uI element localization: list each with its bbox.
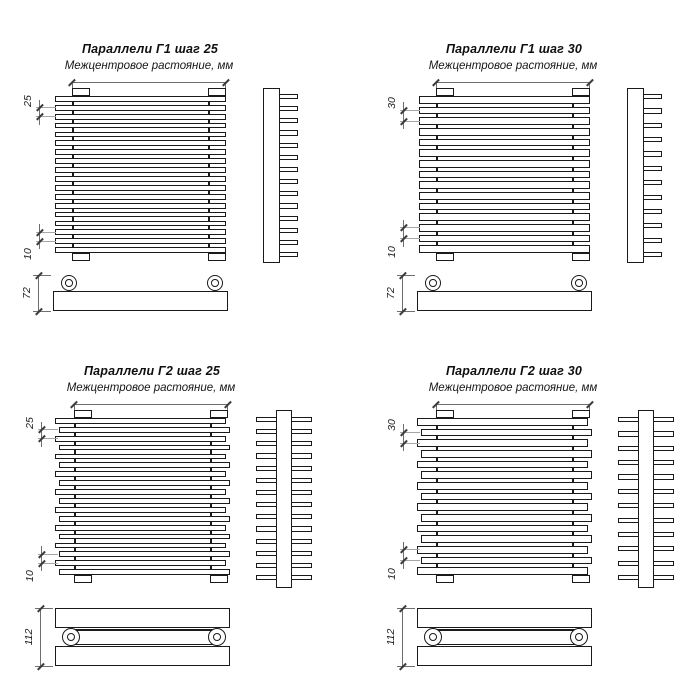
radiator-bar [59, 462, 230, 468]
radiator-bar [421, 493, 592, 501]
side-tooth-right [291, 526, 312, 531]
side-tooth [278, 167, 298, 172]
bottom-bar-back [417, 646, 592, 666]
side-tooth-left [256, 453, 277, 458]
side-tooth-left [618, 460, 639, 465]
side-tooth-left [618, 518, 639, 523]
side-tooth [278, 155, 298, 160]
quadrant-title: Параллели Г2 шаг 30 [445, 364, 583, 378]
radiator-bar [55, 454, 226, 460]
mount-tab [572, 575, 590, 583]
depth-dim-line [40, 608, 41, 666]
radiator-bar [417, 503, 588, 511]
gap-dim-line [403, 542, 404, 569]
side-tooth-left [256, 441, 277, 446]
dim-tick [222, 79, 229, 86]
gap-dim-line [39, 224, 40, 249]
side-tooth-right [653, 417, 674, 422]
gap-dim-label: 10 [386, 567, 398, 580]
pipe-circle-inner [575, 279, 583, 287]
radiator-bar [55, 140, 226, 146]
depth-ext-line [397, 608, 415, 609]
mount-tab [572, 410, 590, 418]
side-tooth-left [256, 551, 277, 556]
side-tooth [642, 166, 662, 171]
side-tooth [642, 123, 662, 128]
radiator-bar [59, 445, 230, 451]
side-tooth-right [291, 514, 312, 519]
radiator-bar [421, 514, 592, 522]
radiator-bar [55, 105, 226, 111]
side-tooth [278, 216, 298, 221]
mount-tab [436, 575, 454, 583]
radiator-bar [417, 439, 588, 447]
quadrant-title: Параллели Г1 шаг 25 [81, 42, 219, 56]
gap-dim-label: 10 [22, 248, 34, 261]
side-tooth-right [653, 546, 674, 551]
side-tooth-right [653, 489, 674, 494]
radiator-bar [419, 128, 590, 136]
mount-tab [72, 253, 90, 261]
gap-dim-line [41, 546, 42, 571]
center-distance-caption: Межцентровое растояние, мм [428, 60, 598, 72]
side-tooth-left [256, 502, 277, 507]
side-tooth [642, 94, 662, 99]
radiator-bar [421, 450, 592, 458]
depth-ext-line [33, 311, 51, 312]
radiator-bar [55, 123, 226, 129]
radiator-bar [55, 507, 226, 513]
side-tooth [278, 203, 298, 208]
depth-dim-label: 72 [385, 287, 397, 299]
quadrant-g2-step-25 [22, 362, 342, 682]
quadrant-g1-step-30 [384, 40, 700, 360]
side-tooth-right [291, 563, 312, 568]
step-dim-label: 25 [24, 416, 36, 429]
collector-tube-line [433, 644, 579, 646]
radiator-bar [419, 96, 590, 104]
depth-dim-label: 112 [385, 628, 397, 646]
step-dim-label: 30 [386, 419, 398, 432]
side-tooth-left [618, 431, 639, 436]
quadrant-title: Параллели Г2 шаг 25 [83, 364, 221, 378]
side-tooth [642, 252, 662, 257]
depth-ext-line [35, 666, 53, 667]
quadrant-g2-step-30 [384, 362, 700, 682]
radiator-bar [55, 194, 226, 200]
radiator-bar [55, 149, 226, 155]
side-tooth-right [291, 575, 312, 580]
step-dim-label: 25 [22, 94, 34, 107]
bottom-bar-body [417, 291, 592, 311]
radiator-bar [55, 238, 226, 244]
depth-ext-line [397, 311, 415, 312]
radiator-bar [417, 482, 588, 490]
side-tooth-left [256, 466, 277, 471]
side-tooth [278, 118, 298, 123]
radiator-bar [55, 114, 226, 120]
radiator-bar [419, 117, 590, 125]
center-distance-caption: Межцентровое растояние, мм [66, 382, 236, 394]
side-tooth-right [291, 429, 312, 434]
radiator-bar [419, 192, 590, 200]
mount-tab [436, 88, 454, 96]
radiator-bar [417, 546, 588, 554]
side-tooth-left [618, 561, 639, 566]
radiator-bar [59, 516, 230, 522]
side-tooth [278, 179, 298, 184]
side-tooth [642, 209, 662, 214]
radiator-bar [55, 185, 226, 191]
side-tooth-right [291, 441, 312, 446]
side-tooth-right [653, 561, 674, 566]
side-tooth-right [653, 518, 674, 523]
radiator-bar [55, 489, 226, 495]
depth-ext-line [397, 666, 415, 667]
side-collector-body [263, 88, 280, 263]
mount-tab [436, 253, 454, 261]
side-tooth-right [653, 503, 674, 508]
center-distance-dim-line [74, 404, 228, 405]
gap-dim-label: 10 [24, 570, 36, 583]
radiator-bar [419, 213, 590, 221]
side-tooth [642, 238, 662, 243]
side-tooth-right [653, 575, 674, 580]
depth-dim-line [402, 275, 403, 311]
radiator-bar [419, 203, 590, 211]
pipe-circle-inner [67, 633, 75, 641]
radiator-bar [55, 96, 226, 102]
side-tooth-left [618, 417, 639, 422]
radiator-bar [59, 551, 230, 557]
mount-tab [210, 410, 228, 418]
radiator-bar [55, 525, 226, 531]
mount-tab [210, 575, 228, 583]
side-tooth [278, 191, 298, 196]
radiator-bar [417, 461, 588, 469]
pipe-circle-inner [429, 633, 437, 641]
side-tooth-right [653, 460, 674, 465]
radiator-bar [55, 471, 226, 477]
depth-dim-line [402, 608, 403, 666]
radiator-bar [419, 224, 590, 232]
mount-tab [208, 253, 226, 261]
radiator-bar [55, 229, 226, 235]
side-tooth-right [653, 474, 674, 479]
side-tooth-left [618, 489, 639, 494]
radiator-bar [421, 471, 592, 479]
side-tooth [642, 151, 662, 156]
side-tooth-right [291, 478, 312, 483]
step-dim-line [41, 422, 42, 447]
radiator-drawing [384, 362, 700, 682]
gap-dim-label: 10 [386, 245, 398, 258]
side-tooth-left [256, 563, 277, 568]
step-dim-line [403, 102, 404, 129]
mount-tab [208, 88, 226, 96]
mount-tab [74, 575, 92, 583]
radiator-bar [419, 181, 590, 189]
collector-tube-line [71, 644, 217, 646]
radiator-bar [55, 158, 226, 164]
radiator-bar [55, 418, 226, 424]
radiator-drawing [384, 40, 700, 360]
side-tooth [642, 223, 662, 228]
side-tooth [278, 240, 298, 245]
depth-dim-label: 72 [21, 287, 33, 299]
side-tooth-right [291, 539, 312, 544]
side-tooth-right [291, 417, 312, 422]
radiator-bar [419, 139, 590, 147]
radiator-bar [419, 235, 590, 243]
side-tooth [278, 228, 298, 233]
radiator-bar [59, 498, 230, 504]
depth-ext-line [35, 608, 53, 609]
side-tooth-left [618, 532, 639, 537]
collector-tube-line [71, 629, 217, 631]
dim-tick [586, 79, 593, 86]
side-tooth-left [618, 575, 639, 580]
radiator-bar [417, 567, 588, 575]
radiator-drawing [20, 40, 340, 360]
mount-tab [572, 253, 590, 261]
radiator-bar [419, 149, 590, 157]
collector-tube-line [433, 629, 579, 631]
radiator-bar [55, 167, 226, 173]
pipe-circle-inner [575, 633, 583, 641]
radiator-bar [419, 107, 590, 115]
dim-tick [586, 401, 593, 408]
side-collector-body [627, 88, 644, 263]
quadrant-title: Параллели Г1 шаг 30 [445, 42, 583, 56]
quadrant-g1-step-25 [20, 40, 340, 360]
side-collector-body [276, 410, 292, 588]
radiator-bar [419, 245, 590, 253]
mount-tab [72, 88, 90, 96]
side-tooth-left [618, 474, 639, 479]
radiator-bar [419, 160, 590, 168]
radiator-bar [421, 535, 592, 543]
bottom-bar-front [55, 608, 230, 628]
side-tooth [278, 106, 298, 111]
radiator-drawing [22, 362, 342, 682]
radiator-bar [55, 543, 226, 549]
side-tooth [642, 180, 662, 185]
side-tooth-right [291, 502, 312, 507]
depth-ext-line [397, 275, 415, 276]
radiator-bar [55, 132, 226, 138]
side-tooth-left [618, 446, 639, 451]
radiator-bar [55, 560, 226, 566]
center-distance-caption: Межцентровое растояние, мм [428, 382, 598, 394]
step-dim-line [39, 100, 40, 125]
radiator-bar [59, 480, 230, 486]
side-tooth-left [256, 575, 277, 580]
side-tooth-left [256, 539, 277, 544]
depth-dim-label: 112 [23, 628, 35, 646]
step-dim-label: 30 [386, 97, 398, 110]
pipe-circle-inner [65, 279, 73, 287]
side-tooth [642, 137, 662, 142]
center-distance-dim-line [436, 404, 590, 405]
side-tooth-right [291, 551, 312, 556]
radiator-bar [55, 203, 226, 209]
side-tooth [278, 94, 298, 99]
step-dim-line [403, 424, 404, 451]
depth-ext-line [33, 275, 51, 276]
side-tooth-right [653, 446, 674, 451]
side-tooth-left [256, 526, 277, 531]
side-tooth-right [291, 466, 312, 471]
center-distance-caption: Межцентровое растояние, мм [64, 60, 234, 72]
side-tooth-left [256, 429, 277, 434]
side-tooth-left [256, 514, 277, 519]
radiator-bar [55, 212, 226, 218]
radiator-bar [421, 429, 592, 437]
side-tooth [642, 108, 662, 113]
side-tooth-left [256, 490, 277, 495]
mount-tab [74, 410, 92, 418]
side-tooth-right [653, 431, 674, 436]
bottom-bar-front [417, 608, 592, 628]
side-tooth-right [653, 532, 674, 537]
mount-tab [436, 410, 454, 418]
side-tooth-right [291, 490, 312, 495]
center-distance-dim-line [436, 82, 590, 83]
side-tooth-right [291, 453, 312, 458]
side-collector-body [638, 410, 654, 588]
dim-tick [224, 401, 231, 408]
pipe-circle-inner [211, 279, 219, 287]
center-distance-dim-line [72, 82, 226, 83]
radiator-bar [417, 525, 588, 533]
side-tooth [278, 143, 298, 148]
mount-tab [572, 88, 590, 96]
bottom-bar-back [55, 646, 230, 666]
radiator-bar [55, 176, 226, 182]
side-tooth [642, 195, 662, 200]
radiator-bar [417, 418, 588, 426]
side-tooth-left [618, 546, 639, 551]
depth-dim-line [38, 275, 39, 311]
pipe-circle-inner [429, 279, 437, 287]
side-tooth [278, 252, 298, 257]
side-tooth [278, 130, 298, 135]
radiator-bar [59, 427, 230, 433]
pipe-circle-inner [213, 633, 221, 641]
side-tooth-left [256, 478, 277, 483]
radiator-bar [419, 171, 590, 179]
bottom-bar-body [53, 291, 228, 311]
radiator-bar [421, 557, 592, 565]
side-tooth-left [618, 503, 639, 508]
side-tooth-left [256, 417, 277, 422]
gap-dim-line [403, 220, 404, 247]
radiator-bar [55, 436, 226, 442]
radiator-bar [55, 221, 226, 227]
radiator-bar [59, 534, 230, 540]
